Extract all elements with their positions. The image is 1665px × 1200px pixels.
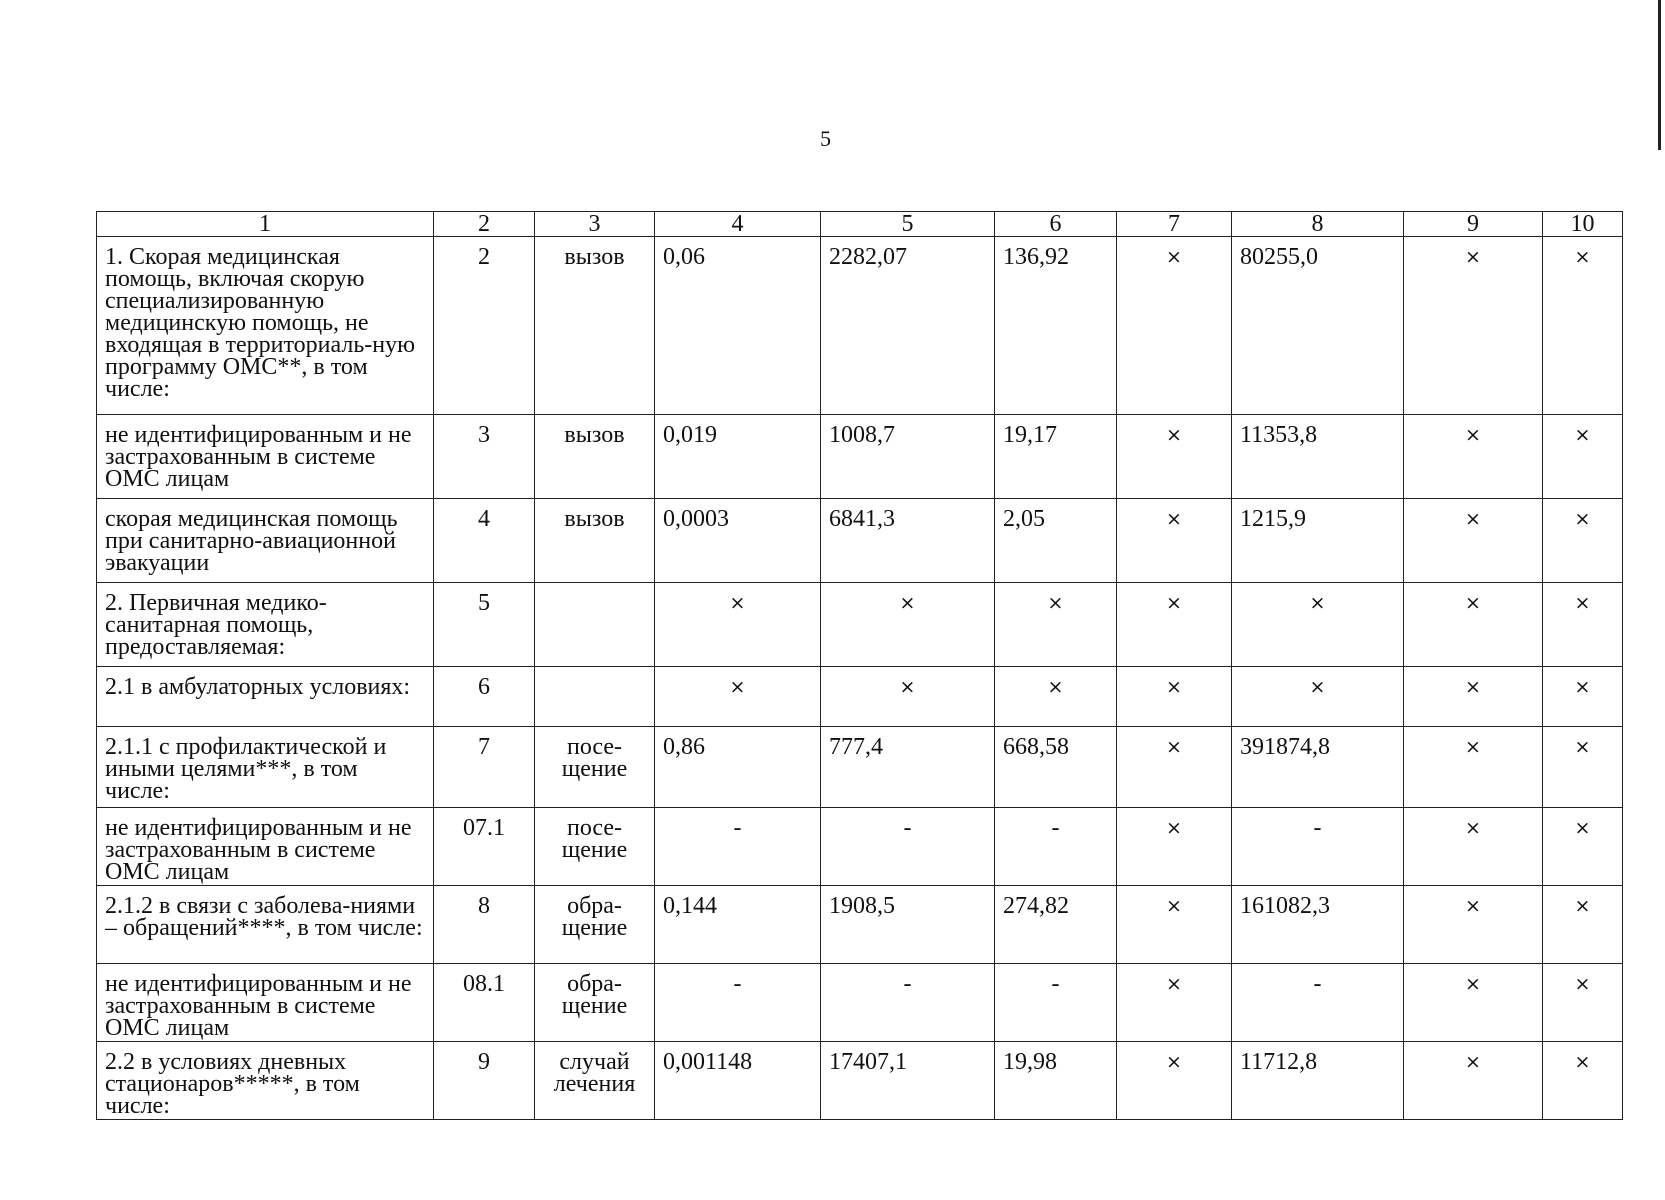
value-cell: × [821, 583, 995, 667]
line-number-cell: 6 [434, 667, 535, 727]
unit-cell: обра-щение [535, 964, 655, 1042]
value-cell: 19,98 [995, 1042, 1117, 1120]
value-cell: × [1404, 886, 1543, 964]
value-cell: × [1117, 1042, 1232, 1120]
line-number-cell: 3 [434, 415, 535, 499]
value-cell: 2282,07 [821, 237, 995, 415]
value-cell: × [1543, 667, 1623, 727]
unit-cell: случай лечения [535, 1042, 655, 1120]
column-number: 4 [655, 212, 821, 237]
unit-cell: посе-щение [535, 727, 655, 808]
value-cell: × [1404, 964, 1543, 1042]
value-cell: × [1543, 1042, 1623, 1120]
value-cell: × [1543, 886, 1623, 964]
unit-cell [535, 583, 655, 667]
table-row [97, 237, 1623, 415]
table-row [97, 499, 1623, 583]
value-cell: × [1117, 808, 1232, 886]
row-name-cell: 2.1 в амбулаторных условиях: [97, 667, 434, 727]
value-cell: × [1404, 667, 1543, 727]
value-cell: 391874,8 [1232, 727, 1404, 808]
value-cell: - [655, 964, 821, 1042]
value-cell: 161082,3 [1232, 886, 1404, 964]
table-row [97, 1042, 1623, 1120]
column-number: 3 [535, 212, 655, 237]
value-cell: 17407,1 [821, 1042, 995, 1120]
value-cell: × [1404, 808, 1543, 886]
column-number: 9 [1404, 212, 1543, 237]
value-cell: 0,86 [655, 727, 821, 808]
row-name-cell: не идентифицированным и не застрахованным в системе ОМС лицам [97, 808, 434, 886]
value-cell: × [1404, 237, 1543, 415]
value-cell: 777,4 [821, 727, 995, 808]
value-cell: × [1543, 415, 1623, 499]
value-cell: 136,92 [995, 237, 1117, 415]
line-number-cell: 8 [434, 886, 535, 964]
row-name-cell: 1. Скорая медицинская помощь, включая скорую специализированную медицинскую помощь, не входящая в территориаль-ную программу ОМС**, в том числе: [97, 237, 434, 415]
unit-cell [535, 667, 655, 727]
unit-cell: вызов [535, 499, 655, 583]
value-cell: 11353,8 [1232, 415, 1404, 499]
unit-cell: вызов [535, 415, 655, 499]
column-number: 1 [97, 212, 434, 237]
scan-edge-line [1658, 0, 1661, 150]
line-number-cell: 9 [434, 1042, 535, 1120]
value-cell: × [1232, 583, 1404, 667]
table-row [97, 964, 1623, 1042]
value-cell: 0,06 [655, 237, 821, 415]
column-number: 8 [1232, 212, 1404, 237]
row-name-cell: не идентифицированным и не застрахованным в системе ОМС лицам [97, 415, 434, 499]
value-cell: 2,05 [995, 499, 1117, 583]
unit-cell: обра-щение [535, 886, 655, 964]
value-cell: × [1543, 808, 1623, 886]
table-body [97, 212, 1623, 1120]
value-cell: - [1232, 808, 1404, 886]
value-cell: 1008,7 [821, 415, 995, 499]
value-cell: 0,0003 [655, 499, 821, 583]
value-cell: × [1404, 1042, 1543, 1120]
line-number-cell: 2 [434, 237, 535, 415]
value-cell: × [995, 583, 1117, 667]
value-cell: × [1543, 237, 1623, 415]
table-row [97, 583, 1623, 667]
value-cell: - [821, 808, 995, 886]
column-number: 10 [1543, 212, 1623, 237]
line-number-cell: 4 [434, 499, 535, 583]
value-cell: × [1543, 583, 1623, 667]
value-cell: 0,001148 [655, 1042, 821, 1120]
value-cell: × [1404, 727, 1543, 808]
unit-cell: вызов [535, 237, 655, 415]
value-cell: × [655, 583, 821, 667]
table-row [97, 808, 1623, 886]
value-cell: × [1117, 964, 1232, 1042]
data-table [96, 211, 1623, 1120]
value-cell: 1215,9 [1232, 499, 1404, 583]
unit-cell: посе-щение [535, 808, 655, 886]
value-cell: - [995, 808, 1117, 886]
value-cell: - [1232, 964, 1404, 1042]
column-number: 2 [434, 212, 535, 237]
value-cell: × [1543, 499, 1623, 583]
row-name-cell: 2.2 в условиях дневных стационаров*****, в том числе: [97, 1042, 434, 1120]
value-cell: 0,019 [655, 415, 821, 499]
line-number-cell: 08.1 [434, 964, 535, 1042]
value-cell: × [1404, 583, 1543, 667]
value-cell: × [1117, 667, 1232, 727]
column-number: 6 [995, 212, 1117, 237]
table-row [97, 667, 1623, 727]
value-cell: × [821, 667, 995, 727]
row-name-cell: не идентифицированным и не застрахованным в системе ОМС лицам [97, 964, 434, 1042]
column-number: 5 [821, 212, 995, 237]
value-cell: - [995, 964, 1117, 1042]
value-cell: × [1404, 415, 1543, 499]
value-cell: 80255,0 [1232, 237, 1404, 415]
value-cell: × [1117, 415, 1232, 499]
row-name-cell: 2.1.1 с профилактической и иными целями***, в том числе: [97, 727, 434, 808]
value-cell: 668,58 [995, 727, 1117, 808]
table-row [97, 415, 1623, 499]
value-cell: × [1117, 886, 1232, 964]
row-name-cell: 2.1.2 в связи с заболева-ниями – обращений****, в том числе: [97, 886, 434, 964]
value-cell: × [1232, 667, 1404, 727]
value-cell: × [1543, 964, 1623, 1042]
value-cell: 1908,5 [821, 886, 995, 964]
value-cell: × [1117, 727, 1232, 808]
column-number-row [97, 212, 1623, 237]
page-number: 5 [820, 126, 831, 151]
value-cell: - [655, 808, 821, 886]
value-cell: 6841,3 [821, 499, 995, 583]
value-cell: - [821, 964, 995, 1042]
line-number-cell: 07.1 [434, 808, 535, 886]
value-cell: × [1117, 237, 1232, 415]
value-cell: × [995, 667, 1117, 727]
table-row [97, 727, 1623, 808]
value-cell: × [1117, 499, 1232, 583]
row-name-cell: 2. Первичная медико-санитарная помощь, предоставляемая: [97, 583, 434, 667]
value-cell: 274,82 [995, 886, 1117, 964]
value-cell: × [1543, 727, 1623, 808]
value-cell: 0,144 [655, 886, 821, 964]
column-number: 7 [1117, 212, 1232, 237]
value-cell: × [655, 667, 821, 727]
value-cell: × [1404, 499, 1543, 583]
table-row [97, 886, 1623, 964]
value-cell: 11712,8 [1232, 1042, 1404, 1120]
value-cell: × [1117, 583, 1232, 667]
value-cell: 19,17 [995, 415, 1117, 499]
row-name-cell: скорая медицинская помощь при санитарно-авиационной эвакуации [97, 499, 434, 583]
line-number-cell: 5 [434, 583, 535, 667]
line-number-cell: 7 [434, 727, 535, 808]
